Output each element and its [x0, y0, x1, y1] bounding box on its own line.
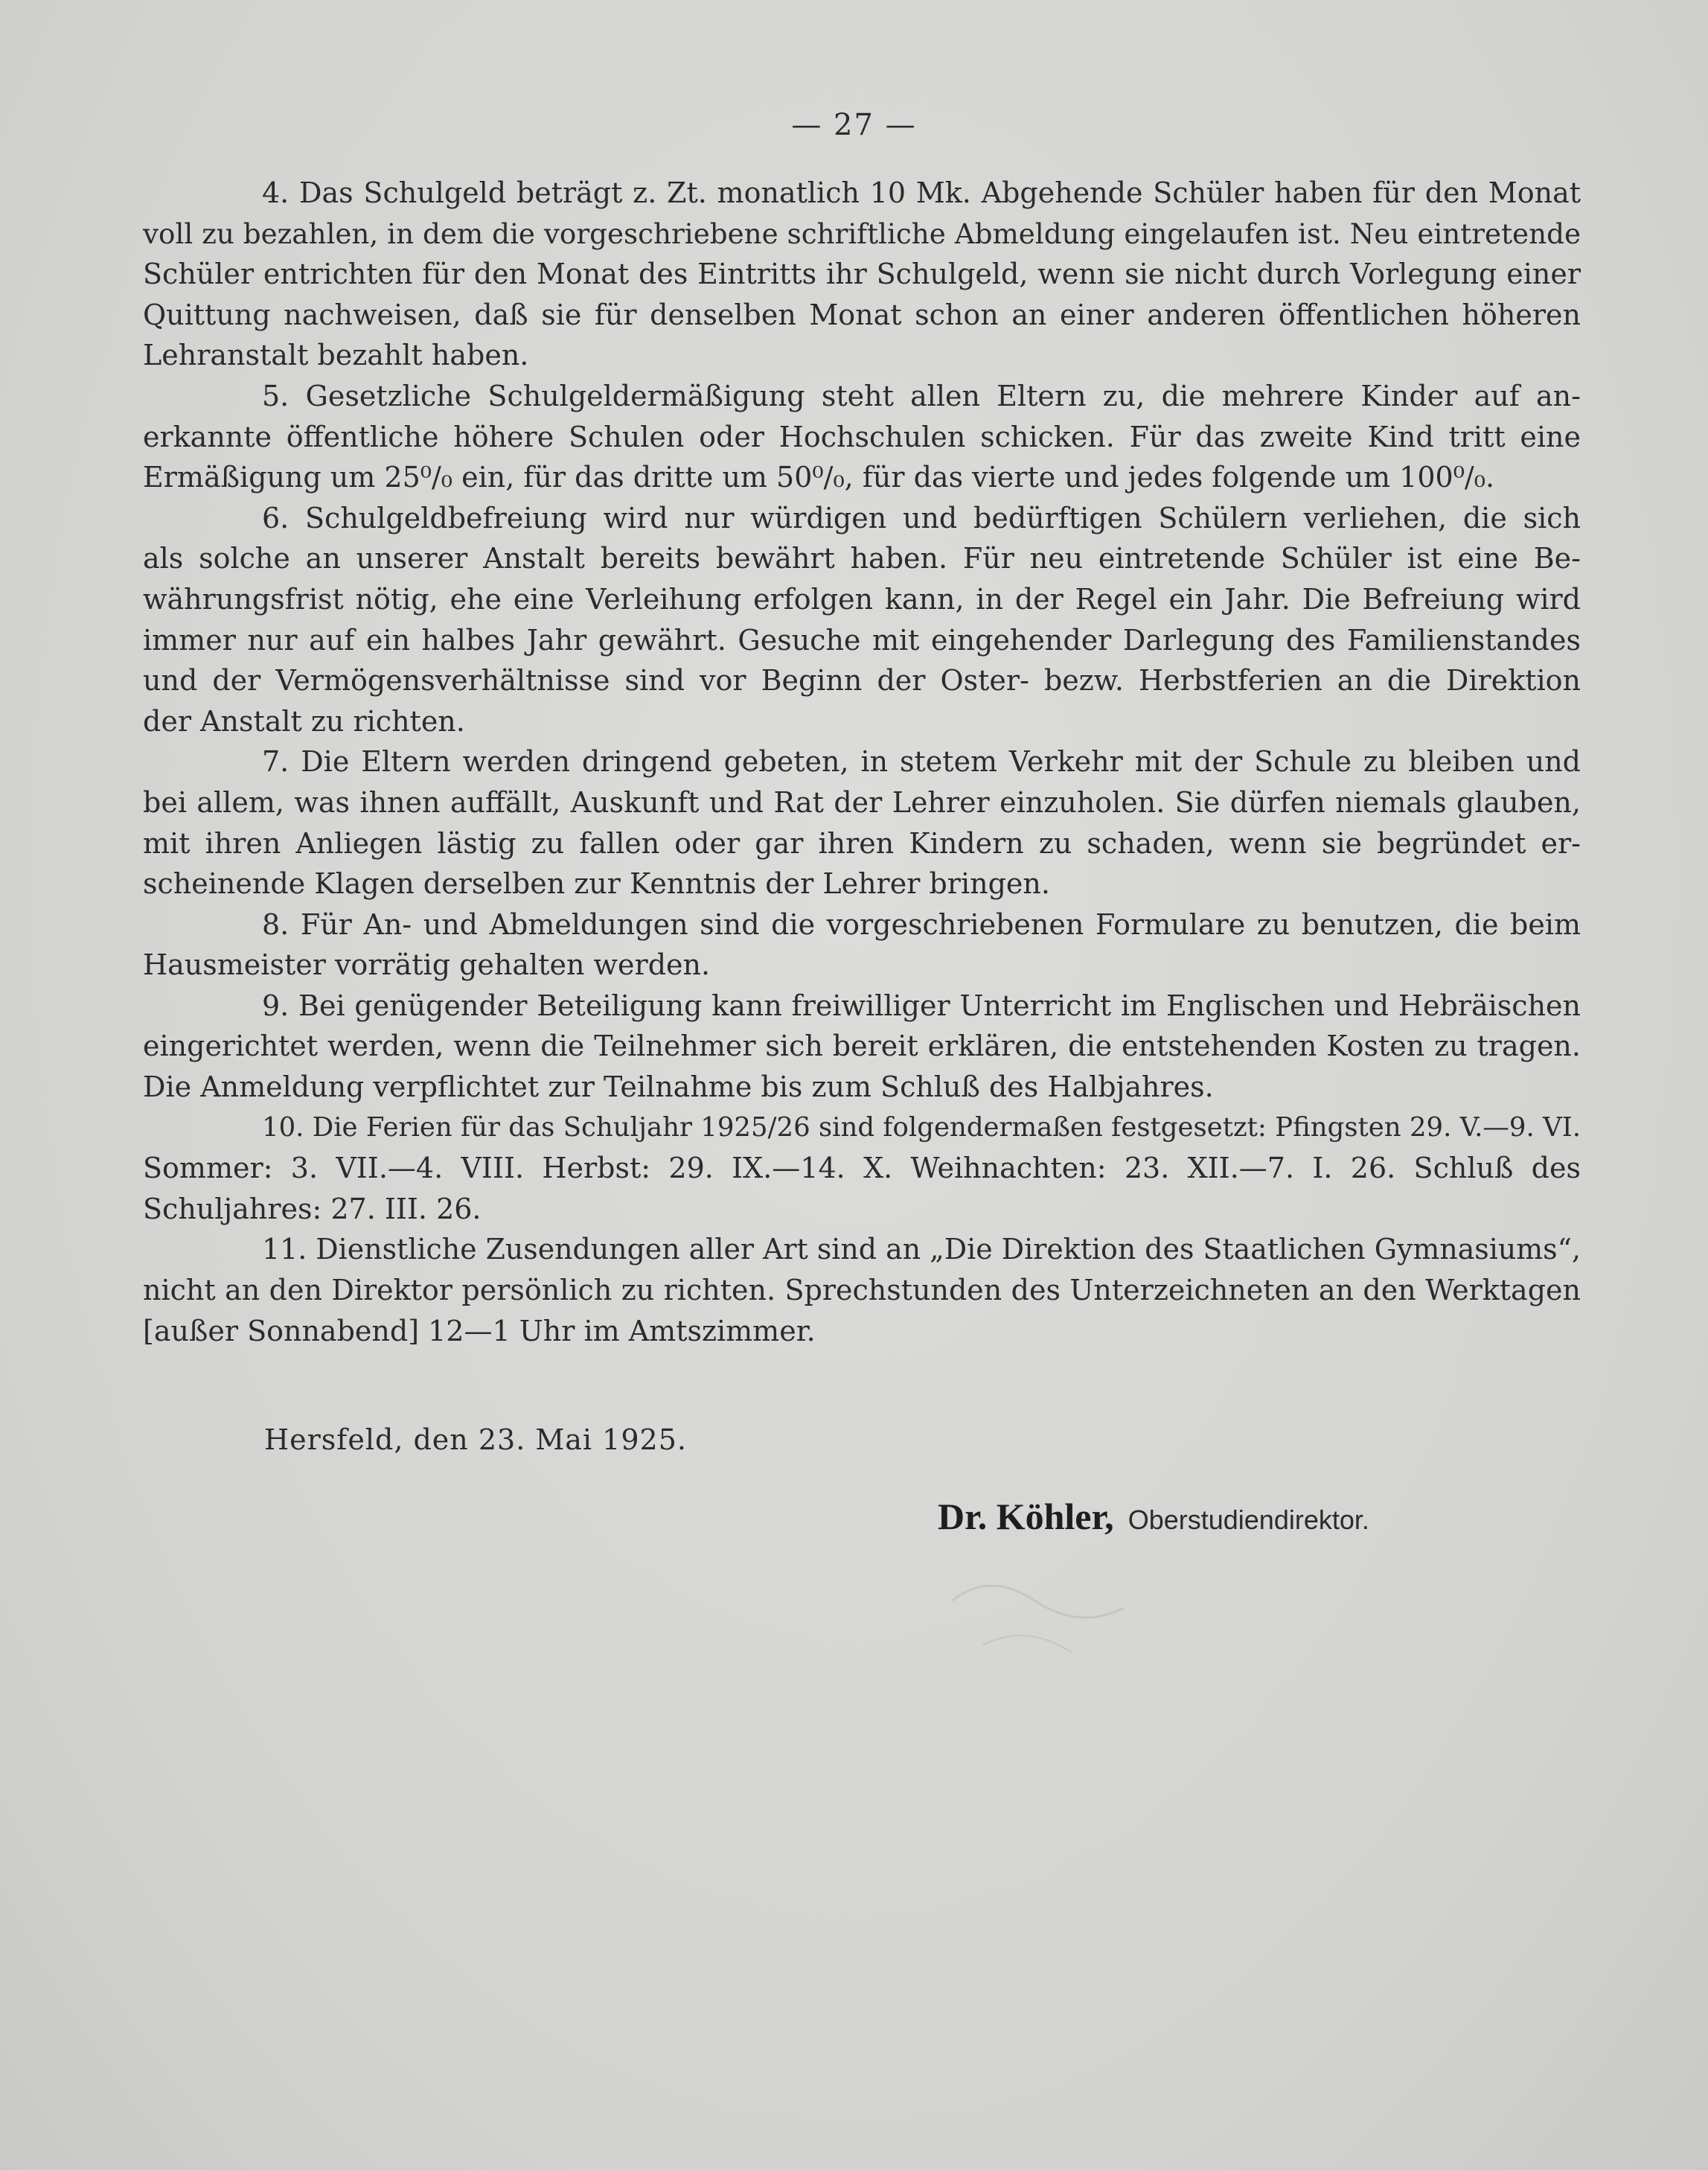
signature-block [938, 1495, 1369, 1538]
text-line: der Anstalt zu richten. [143, 704, 465, 738]
place-date: Hersfeld, den 23. Mai 1925. [264, 1423, 687, 1456]
text-line: 8. Für An- und Abmeldungen sind die vorgeschriebenen Formulare zu benutzen, die beim [262, 907, 1581, 941]
text-line: währungsfrist nötig, ehe eine Verleihung erfolgen kann, in der Regel ein Jahr. Die Befreiung wird [143, 582, 1581, 616]
paragraph-p9 [143, 986, 1581, 1108]
text-line: mit ihren Anliegen lästig zu fallen oder gar ihren Kindern zu schaden, wenn sie begründet er- [143, 826, 1581, 860]
text-line: Schuljahres: 27. III. 26. [143, 1192, 482, 1225]
paragraph-p8 [143, 904, 1581, 986]
text-line: Ermäßigung um 25⁰/₀ ein, für das dritte um 50⁰/₀, für das vierte und jedes folgende um 100⁰/₀. [143, 461, 1495, 494]
text-line: Quittung nachweisen, daß sie für denselben Monat schon an einer anderen öffentlichen höheren [143, 298, 1581, 331]
text-line: voll zu bezahlen, in dem die vorgeschriebene schriftliche Abmeldung eingelaufen ist. Neu eintretende [143, 217, 1581, 250]
text-line: 5. Gesetzliche Schulgeldermäßigung steht allen Eltern zu, die mehrere Kinder auf an- [262, 379, 1581, 412]
text-line: [außer Sonnabend] 12—1 Uhr im Amtszimmer. [143, 1314, 816, 1347]
text-line: 11. Dienstliche Zusendungen aller Art sind an „Die Direktion des Staatlichen Gymnasiums“, [262, 1233, 1581, 1266]
text-line: 7. Die Eltern werden dringend gebeten, in stetem Verkehr mit der Schule zu bleiben und [262, 745, 1581, 779]
text-line: 10. Die Ferien für das Schuljahr 1925/26 sind folgendermaßen festgesetzt: Pfingsten 29. V.—9. VI. [262, 1111, 1581, 1143]
text-line: und der Vermögensverhältnisse sind vor Beginn der Oster- bezw. Herbstferien an die Direktion [143, 664, 1581, 698]
text-line: Lehranstalt bezahlt haben. [143, 339, 529, 372]
text-line: 9. Bei genügender Beteiligung kann freiwilliger Unterricht im Englischen und Hebräischen [262, 989, 1581, 1022]
text-line: Schüler entrichten für den Monat des Eintritts ihr Schulgeld, wenn sie nicht durch Vorlegung einer [143, 258, 1581, 291]
text-line: 4. Das Schulgeld beträgt z. Zt. monatlich 10 Mk. Abgehende Schüler haben für den Monat [262, 176, 1581, 209]
text-line: eingerichtet werden, wenn die Teilnehmer sich bereit erklären, die entstehenden Kosten zu tragen. [143, 1030, 1581, 1063]
paragraph-p6 [143, 498, 1581, 742]
faint-stamp-icon [923, 1556, 1146, 1705]
text-line: nicht an den Direktor persönlich zu richten. Sprechstunden des Unterzeichneten an den Werktagen [143, 1274, 1581, 1307]
body-text [143, 173, 1581, 1351]
signature-name: Dr. Köhler, [938, 1496, 1114, 1537]
signature-title: Oberstudiendirektor. [1128, 1504, 1369, 1535]
paragraph-p5 [143, 376, 1581, 498]
paragraph-p11 [143, 1229, 1581, 1351]
text-line: Die Anmeldung verpflichtet zur Teilnahme bis zum Schluß des Halbjahres. [143, 1070, 1214, 1104]
text-line: scheinende Klagen derselben zur Kenntnis der Lehrer bringen. [143, 867, 1050, 901]
paragraph-p7 [143, 741, 1581, 904]
text-line: immer nur auf ein halbes Jahr gewährt. Gesuche mit eingehender Darlegung des Familienstandes [143, 623, 1581, 657]
text-line: als solche an unserer Anstalt bereits bewährt haben. Für neu eintretende Schüler ist eine Be- [143, 542, 1581, 575]
text-line: Sommer: 3. VII.—4. VIII. Herbst: 29. IX.—14. X. Weihnachten: 23. XII.—7. I. 26. Schluß des [143, 1152, 1581, 1185]
text-line: bei allem, was ihnen auffällt, Auskunft und Rat der Lehrer einzuholen. Sie dürfen niemals glauben, [143, 785, 1581, 819]
paragraph-p10 [143, 1108, 1581, 1230]
text-line: erkannte öffentliche höhere Schulen oder Hochschulen schicken. Für das zweite Kind tritt eine [143, 420, 1581, 453]
page-number: — 27 — [791, 108, 917, 142]
paragraph-p4 [143, 173, 1581, 376]
text-line: 6. Schulgeldbefreiung wird nur würdigen und bedürftigen Schülern verliehen, die sich [262, 501, 1581, 534]
text-line: Hausmeister vorrätig gehalten werden. [143, 948, 711, 982]
